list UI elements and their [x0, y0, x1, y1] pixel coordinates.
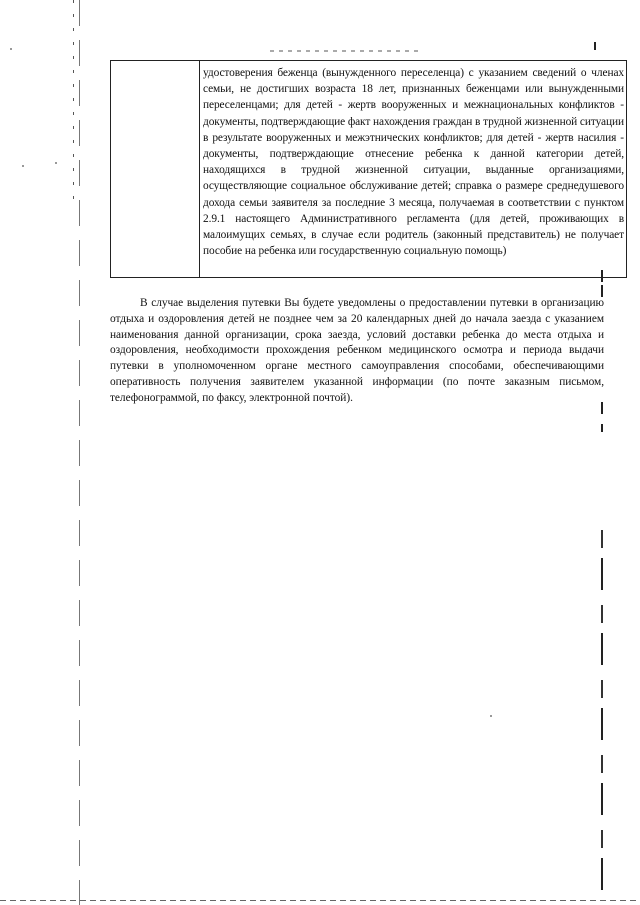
table-cell-text: удостоверения беженца (вынужденного переселенца) с указанием сведений о членах семьи, не достигших возраста 18 лет, признанных беженцами или вынужденными переселенцами; для детей - жертв вооруженных и межнациональных конфликтов - документы, подтверждающие факт нахождения граждан в трудной жизненной ситуации в результате вооруженных и межэтнических конфликтов; для детей - жертв насилия - документы, подтверждающие отнесение ребенка к данной категории детей, находящихся в трудной жизненной ситуации, выданные организациями, осуществляющие социальное обслуживание детей; справка о размере среднедушевого дохода семьи заявителя за последние 3 месяца, получаемая в соответствии с пунктом 2.9.1 настоящего Административного регламента (для детей, проживающих в малоимущих семьях, в случае если родитель (законный представитель) не получает пособие на ребенка или государственную социальную помощь) — [203, 67, 624, 258]
table-right-cell — [201, 65, 624, 259]
scan-edge-line — [79, 0, 80, 905]
faint-header-trace — [270, 50, 420, 52]
scan-right-edge-marks — [601, 530, 603, 890]
scan-dot — [55, 162, 57, 164]
scan-dot — [10, 48, 12, 50]
scan-dot — [22, 165, 24, 167]
scan-mark — [601, 424, 603, 432]
scan-dot — [490, 715, 492, 717]
notification-paragraph: В случае выделения путевки Вы будете уведомлены о предоставлении путевки в организацию отдыха и оздоровления детей не позднее чем за 20 календарных дней до начала заезда с указанием наименования данной организации, срока заезда, условий доставки ребенка до места отдыха и оздоровления, необходимости прохождения ребенком медицинского осмотра и периода выдачи путевки в уполномоченном органе местного самоуправления способами, обеспечивающими оперативность получения заявителем указанной информации (по почте заказным письмом, телефонограммой, по факсу, электронной почтой). — [110, 297, 604, 404]
table-left-cell — [111, 61, 200, 277]
scan-edge-mark — [73, 0, 74, 210]
document-table — [110, 60, 627, 278]
scan-bottom-edge — [0, 900, 640, 901]
scan-mark — [594, 42, 596, 50]
